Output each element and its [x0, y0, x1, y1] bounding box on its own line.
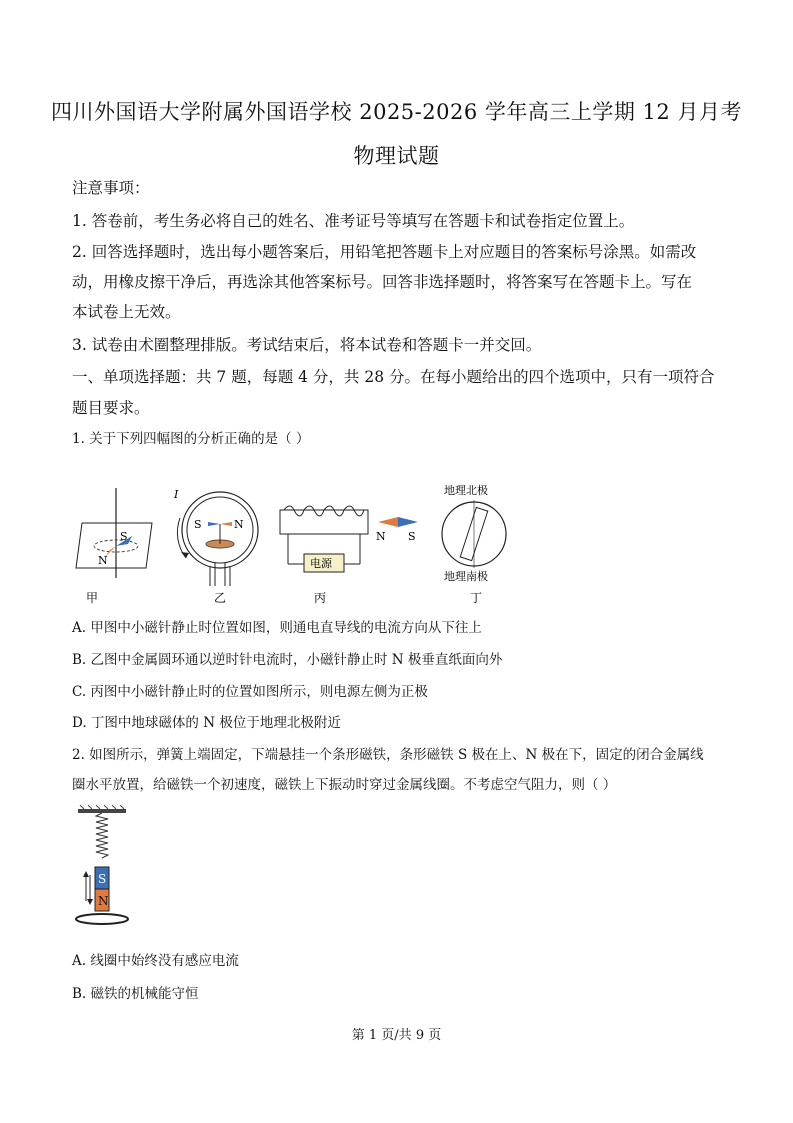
notice-line: 动，用橡皮擦干净后，再选涂其他答案标号。回答非选择题时，将答案写在答题卡上。写在 [72, 273, 693, 291]
figure-bing [280, 506, 418, 605]
label-geo-north: 地理北极 [444, 484, 488, 497]
label-jia: 甲 [86, 591, 99, 605]
label-geo-south: 地理南极 [444, 570, 488, 583]
label-s: S [120, 530, 128, 543]
question-2-figure [70, 805, 136, 930]
question-1-stem: 1. 关于下列四幅图的分析正确的是（ ） [72, 431, 310, 447]
section-heading: 一、单项选择题：共 7 题，每题 4 分，共 28 分。在每小题给出的四个选项中，只有一项符合 [72, 368, 715, 386]
label-yi: 乙 [214, 591, 227, 605]
question-2-stem-cont: 圈水平放置，给磁铁一个初速度，磁铁上下振动时穿过金属线圈。不考虑空气阻力，则（ ） [72, 777, 617, 793]
label-n: N [98, 894, 109, 908]
metal-coil [76, 914, 128, 924]
label-s: S [194, 518, 202, 531]
q2-option-a: A. 线圈中始终没有感应电流 [72, 953, 239, 969]
label-current: I [174, 488, 179, 501]
label-n: N [376, 530, 386, 543]
notice-line: 1. 答卷前，考生务必将自己的姓名、准考证号等填写在答题卡和试卷指定位置上。 [72, 212, 635, 230]
label-s: S [98, 872, 107, 886]
question-1-figures [68, 478, 528, 610]
exam-title: 四川外国语大学附属外国语学校 2025-2026 学年高三上学期 12 月月考 [51, 100, 742, 124]
q1-option-a: A. 甲图中小磁针静止时位置如图，则通电直导线的电流方向从下往上 [72, 620, 482, 636]
figure-jia [76, 488, 152, 605]
notice-line: 本试卷上无效。 [72, 303, 181, 321]
figure-yi [173, 488, 258, 605]
spring [96, 813, 108, 858]
label-bing: 丙 [314, 591, 327, 605]
q1-option-d: D. 丁图中地球磁体的 N 极位于地理北极附近 [72, 715, 341, 731]
section-heading-cont: 题目要求。 [72, 399, 150, 417]
notice-heading: 注意事项： [72, 179, 150, 197]
page-footer: 第 1 页/共 9 页 [351, 1028, 442, 1043]
label-s: S [408, 530, 416, 543]
notice-line: 3. 试卷由术圈整理排版。考试结束后，将本试卷和答题卡一并交回。 [72, 336, 542, 354]
label-n: N [234, 518, 244, 531]
ceiling-support [78, 809, 126, 813]
needle-s [208, 522, 220, 526]
exam-subject: 物理试题 [353, 144, 440, 168]
question-2-stem: 2. 如图所示，弹簧上端固定，下端悬挂一个条形磁铁，条形磁铁 S 极在上、N 极在下，固定的闭合金属线 [72, 747, 704, 763]
label-power: 电源 [310, 557, 332, 570]
q1-option-b: B. 乙图中金属圆环通以逆时针电流时，小磁针静止时 N 极垂直纸面向外 [72, 652, 503, 668]
figure-ding [442, 483, 506, 605]
notice-line: 2. 回答选择题时，选出每小题答案后，用铅笔把答题卡上对应题目的答案标号涂黑。如需改 [72, 243, 697, 261]
q1-option-c: C. 丙图中小磁针静止时的位置如图所示，则电源左侧为正极 [72, 684, 428, 700]
q2-option-b: B. 磁铁的机械能守恒 [72, 986, 199, 1002]
label-ding: 丁 [470, 591, 483, 605]
label-n: N [98, 554, 108, 567]
